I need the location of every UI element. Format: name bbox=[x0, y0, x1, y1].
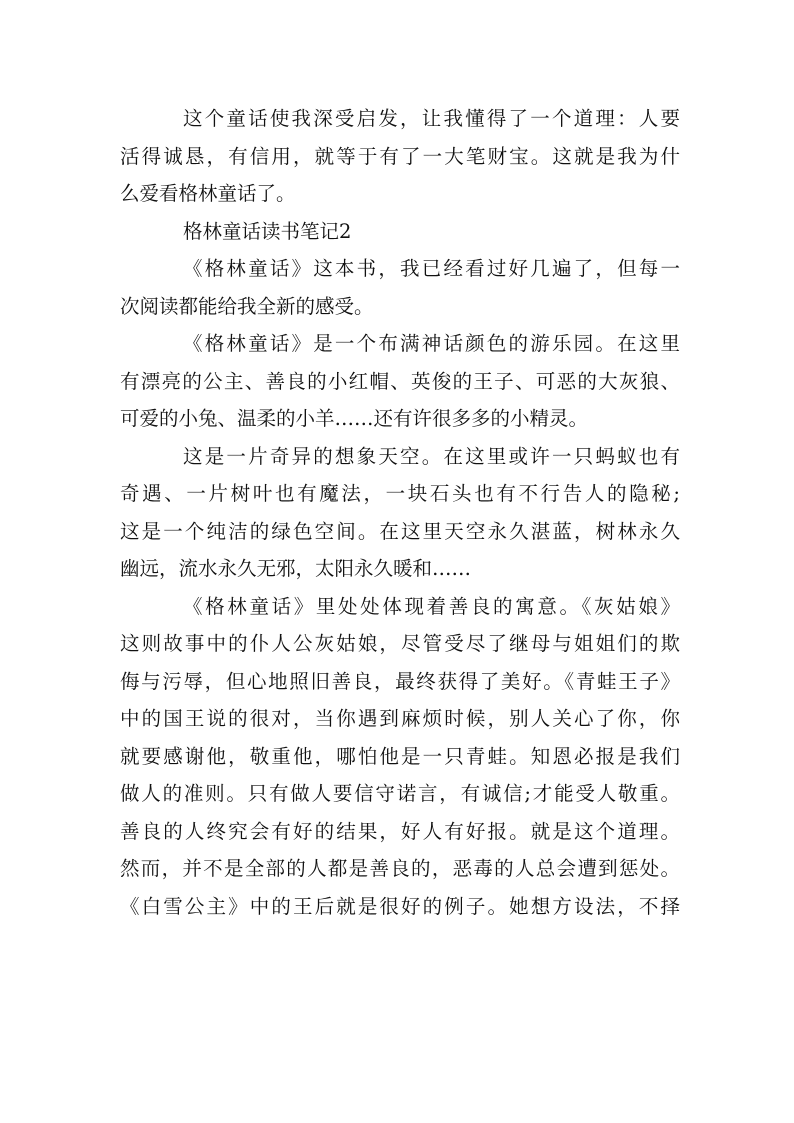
text-line: 奇遇、一片树叶也有魔法，一块石头也有不行告人的隐秘; bbox=[120, 482, 680, 505]
text-line: 善良的人终究会有好的结果，好人有好报。就是这个道理。 bbox=[120, 819, 680, 843]
text-line: 这个童话使我深受启发，让我懂得了一个道理：人要 bbox=[183, 107, 680, 130]
text-line: 这是一个纯洁的绿色空间。在这里天空永久湛蓝，树林永久 bbox=[120, 519, 680, 543]
text-line: 中的国王说的很对，当你遇到麻烦时候，别人关心了你，你 bbox=[120, 707, 680, 730]
text-line: 侮与污辱，但心地照旧善良，最终获得了美好。《青蛙王子》 bbox=[120, 669, 680, 693]
text-line: 做人的准则。只有做人要信守诺言，有诚信;才能受人敬重。 bbox=[120, 782, 680, 805]
text-line: 可爱的小兔、温柔的小羊……还有许很多多的小精灵。 bbox=[120, 407, 589, 430]
text-line: 么爱看格林童话了。 bbox=[120, 182, 296, 205]
section-heading: 格林童话读书笔记2 bbox=[183, 219, 352, 243]
text-line: 就要感谢他，敬重他，哪怕他是一只青蛙。知恩必报是我们 bbox=[120, 744, 680, 768]
text-line: 《格林童话》是一个布满神话颜色的游乐园。在这里 bbox=[183, 332, 680, 355]
text-line: 次阅读都能给我全新的感受。 bbox=[120, 294, 374, 318]
body-text bbox=[120, 100, 680, 925]
text-line: 《格林童话》里处处体现着善良的寓意。《灰姑娘》 bbox=[183, 594, 680, 618]
text-line: 活得诚恳，有信用，就等于有了一大笔财宝。这就是我为什 bbox=[120, 144, 680, 168]
text-line: 有漂亮的公主、善良的小红帽、英俊的王子、可恶的大灰狼、 bbox=[120, 369, 680, 393]
text-line: 幽远，流水永久无邪，太阳永久暖和…… bbox=[120, 557, 472, 580]
text-line: 这则故事中的仆人公灰姑娘，尽管受尽了继母与姐姐们的欺 bbox=[120, 632, 680, 655]
text-line: 《白雪公主》中的王后就是很好的例子。她想方设法，不择 bbox=[120, 894, 680, 918]
text-line: 然而，并不是全部的人都是善良的，恶毒的人总会遭到惩处。 bbox=[120, 857, 680, 880]
text-line: 《格林童话》这本书，我已经看过好几遍了，但每一 bbox=[183, 257, 680, 280]
text-line: 这是一片奇异的想象天空。在这里或许一只蚂蚁也有 bbox=[183, 444, 680, 468]
